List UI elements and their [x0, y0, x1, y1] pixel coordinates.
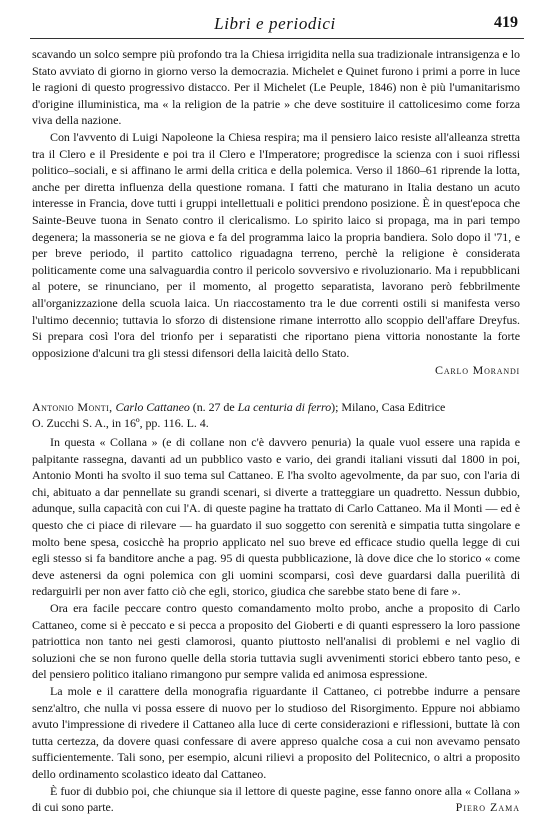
review2-paragraph-2: Ora era facile peccare contro questo comandamento molto probo, anche a proposito di Carlo Cattaneo, come si è peccato e si pecca a proposito del Gioberti e di quanti espressero la loro passione patriottica non tanto nei gesti clamorosi, quanto piuttosto nell'analisi di problemi e nel vaglio di soluzioni che se non furono quelle della storia tuttavia sugli avvenimenti storici ebbero tanto peso, e del pensiero politico italiano rimangono pur sempre valida ed animosa espressione.: [32, 601, 520, 682]
review2-paragraph-4-text: È fuor di dubbio poi, che chiunque sia il lettore di queste pagine, esse fanno onore alla « Collana » di cui sono parte.: [32, 783, 520, 815]
review1-paragraph-2: Con l'avvento di Luigi Napoleone la Chiesa respira; ma il pensiero laico resiste all'alleanza stretta tra il Clero e il Presidente e poi tra il Clero e l'Imperatore; progredisce la scienza con i suoi riflessi politico–sociali, e si affinano le armi della critica e della polemica. Verso il 1860–61 riprende la lotta, anche per diretta influenza della questione romana. I fatti che maturano in Italia destano un acuto interesse in Francia, dove tutti i gruppi intellettuali e politici prendono posizione. È in quest'epoca che Sainte-Beuve tuona in Senato contro il clericalismo. Lo spirito laico si propaga, ma in pari tempo degenera; la massoneria se ne giova e fa del programma laico la propria bandiera. Solo dopo il '71, e per breve periodo, il partito cattolico riguadagna terreno, perchè la religione è considerata politicamente come una salvaguardia contro il pericolo sovversivo e rivoluzionario. Ma i repubblicani al potere, se rinunciano, per il momento, al progetto separatista, lavorano però febbrilmente all'organizzazione della scuola laica. Un riaccostamento tra le due correnti ostili si manifesta verso l'ultimo decennio; tuttavia lo sforzo di distensione rimane interrotto allo scoppio dell'affare Dreyfus. Si prepara così l'ora del trionfo per i separatisti che riportano piena vittoria nonostante la forte opposizione d'alcuni tra gli stessi difensori della laicità dello Stato.: [32, 129, 520, 360]
header-rule: [30, 38, 524, 39]
review2-paragraph-3: La mole e il carattere della monografia riguardante il Cattaneo, ci potrebbe indurre a pensare senz'altro, che nulla vi possa essere di nuovo per lo studioso del Risorgimento. Eppure noi abbiamo avuto l'impressione di rivedere il Cattaneo alla luce di certe considerazioni e riflessioni, buttate là con tutta certezza, da dovere quasi confessare di avere appreso qualche cosa a cui non avevamo pensato sufficientemente. Tali sono, per esempio, alcuni rilievi a proposito del Politecnico, o altri a proposito dello ordinamento scolastico ideato dal Cattaneo.: [32, 683, 520, 781]
section-gap: [32, 379, 520, 399]
page-number: 419: [494, 14, 518, 31]
review2-paragraph-1: In questa « Collana » (e di collane non c'è davvero penuria) la quale vuol essere una rapida e palpitante rassegna, davanti ad un pubblico vasto e vario, dei grandi italiani vissuti dal 1800 in poi, Antonio Monti ha svolto il suo tema sul Cattaneo. E l'ha svolto agevolmente, da par suo, con l'aria di chi, abituato a dar pennellate su grandi scenari, si diverte a tratteggiare un quadretto. Nessun dubbio, adunque, sulla capacità con cui l'A. di queste pagine ha trattato di Carlo Cattaneo. Ma il Monti — ed è questo che ci piace di rilevare — ha guardato il suo soggetto con serenità e simpatia tutta singolare e molto bene spesa, cosicchè ha proprio applicato nel suo breve ed efficace studio quella legge di cui egli stesso si fa banditore anche a pag. 95 di questa pubblicazione, là dove dice che lo storico « come deve astenersi da ogni polemica con gli uomini scomparsi, così deve guardarsi dalla puerilità di redarguirli per non aver fatto ciò che egli, storico, giudica che sarebbe stato bene di fare ».: [32, 435, 520, 599]
entry-author: Antonio Monti,: [32, 399, 113, 414]
entry-details: O. Zucchi S. A., in 16º, pp. 116. L. 4.: [32, 416, 209, 431]
running-header: [32, 14, 518, 34]
entry-series-title: La centuria di ferro: [237, 399, 332, 414]
entry-work-title: Carlo Cattaneo: [115, 399, 190, 414]
running-title: Libri e periodici: [214, 14, 336, 33]
entry-publisher: ); Milano, Casa Editrice: [331, 399, 446, 414]
bibliographic-entry: [32, 399, 520, 416]
review2-closing: [32, 783, 520, 816]
page-body: [32, 46, 520, 816]
review2-signature: Piero Zama: [455, 800, 520, 815]
review2-paragraph-4: [32, 783, 520, 816]
entry-series-prefix: (n. 27 de: [192, 399, 235, 414]
review1-signature: Carlo Morandi: [435, 363, 520, 378]
review1-paragraph-1: scavando un solco sempre più profondo tra la Chiesa irrigidita nella sua tradizionale intransigenza e lo Stato avviato di giorno in giorno verso la democrazia. Michelet e Quinet furono i primi a porre in luce le ragioni di questo progressivo distacco. Per il Michelet (Le Peuple, 1846) non è più l'umanitarismo d'origine illuministica, ma « la religion de la patrie » che deve sostituire il cattolicesimo come forza viva della nazione.: [32, 47, 520, 128]
